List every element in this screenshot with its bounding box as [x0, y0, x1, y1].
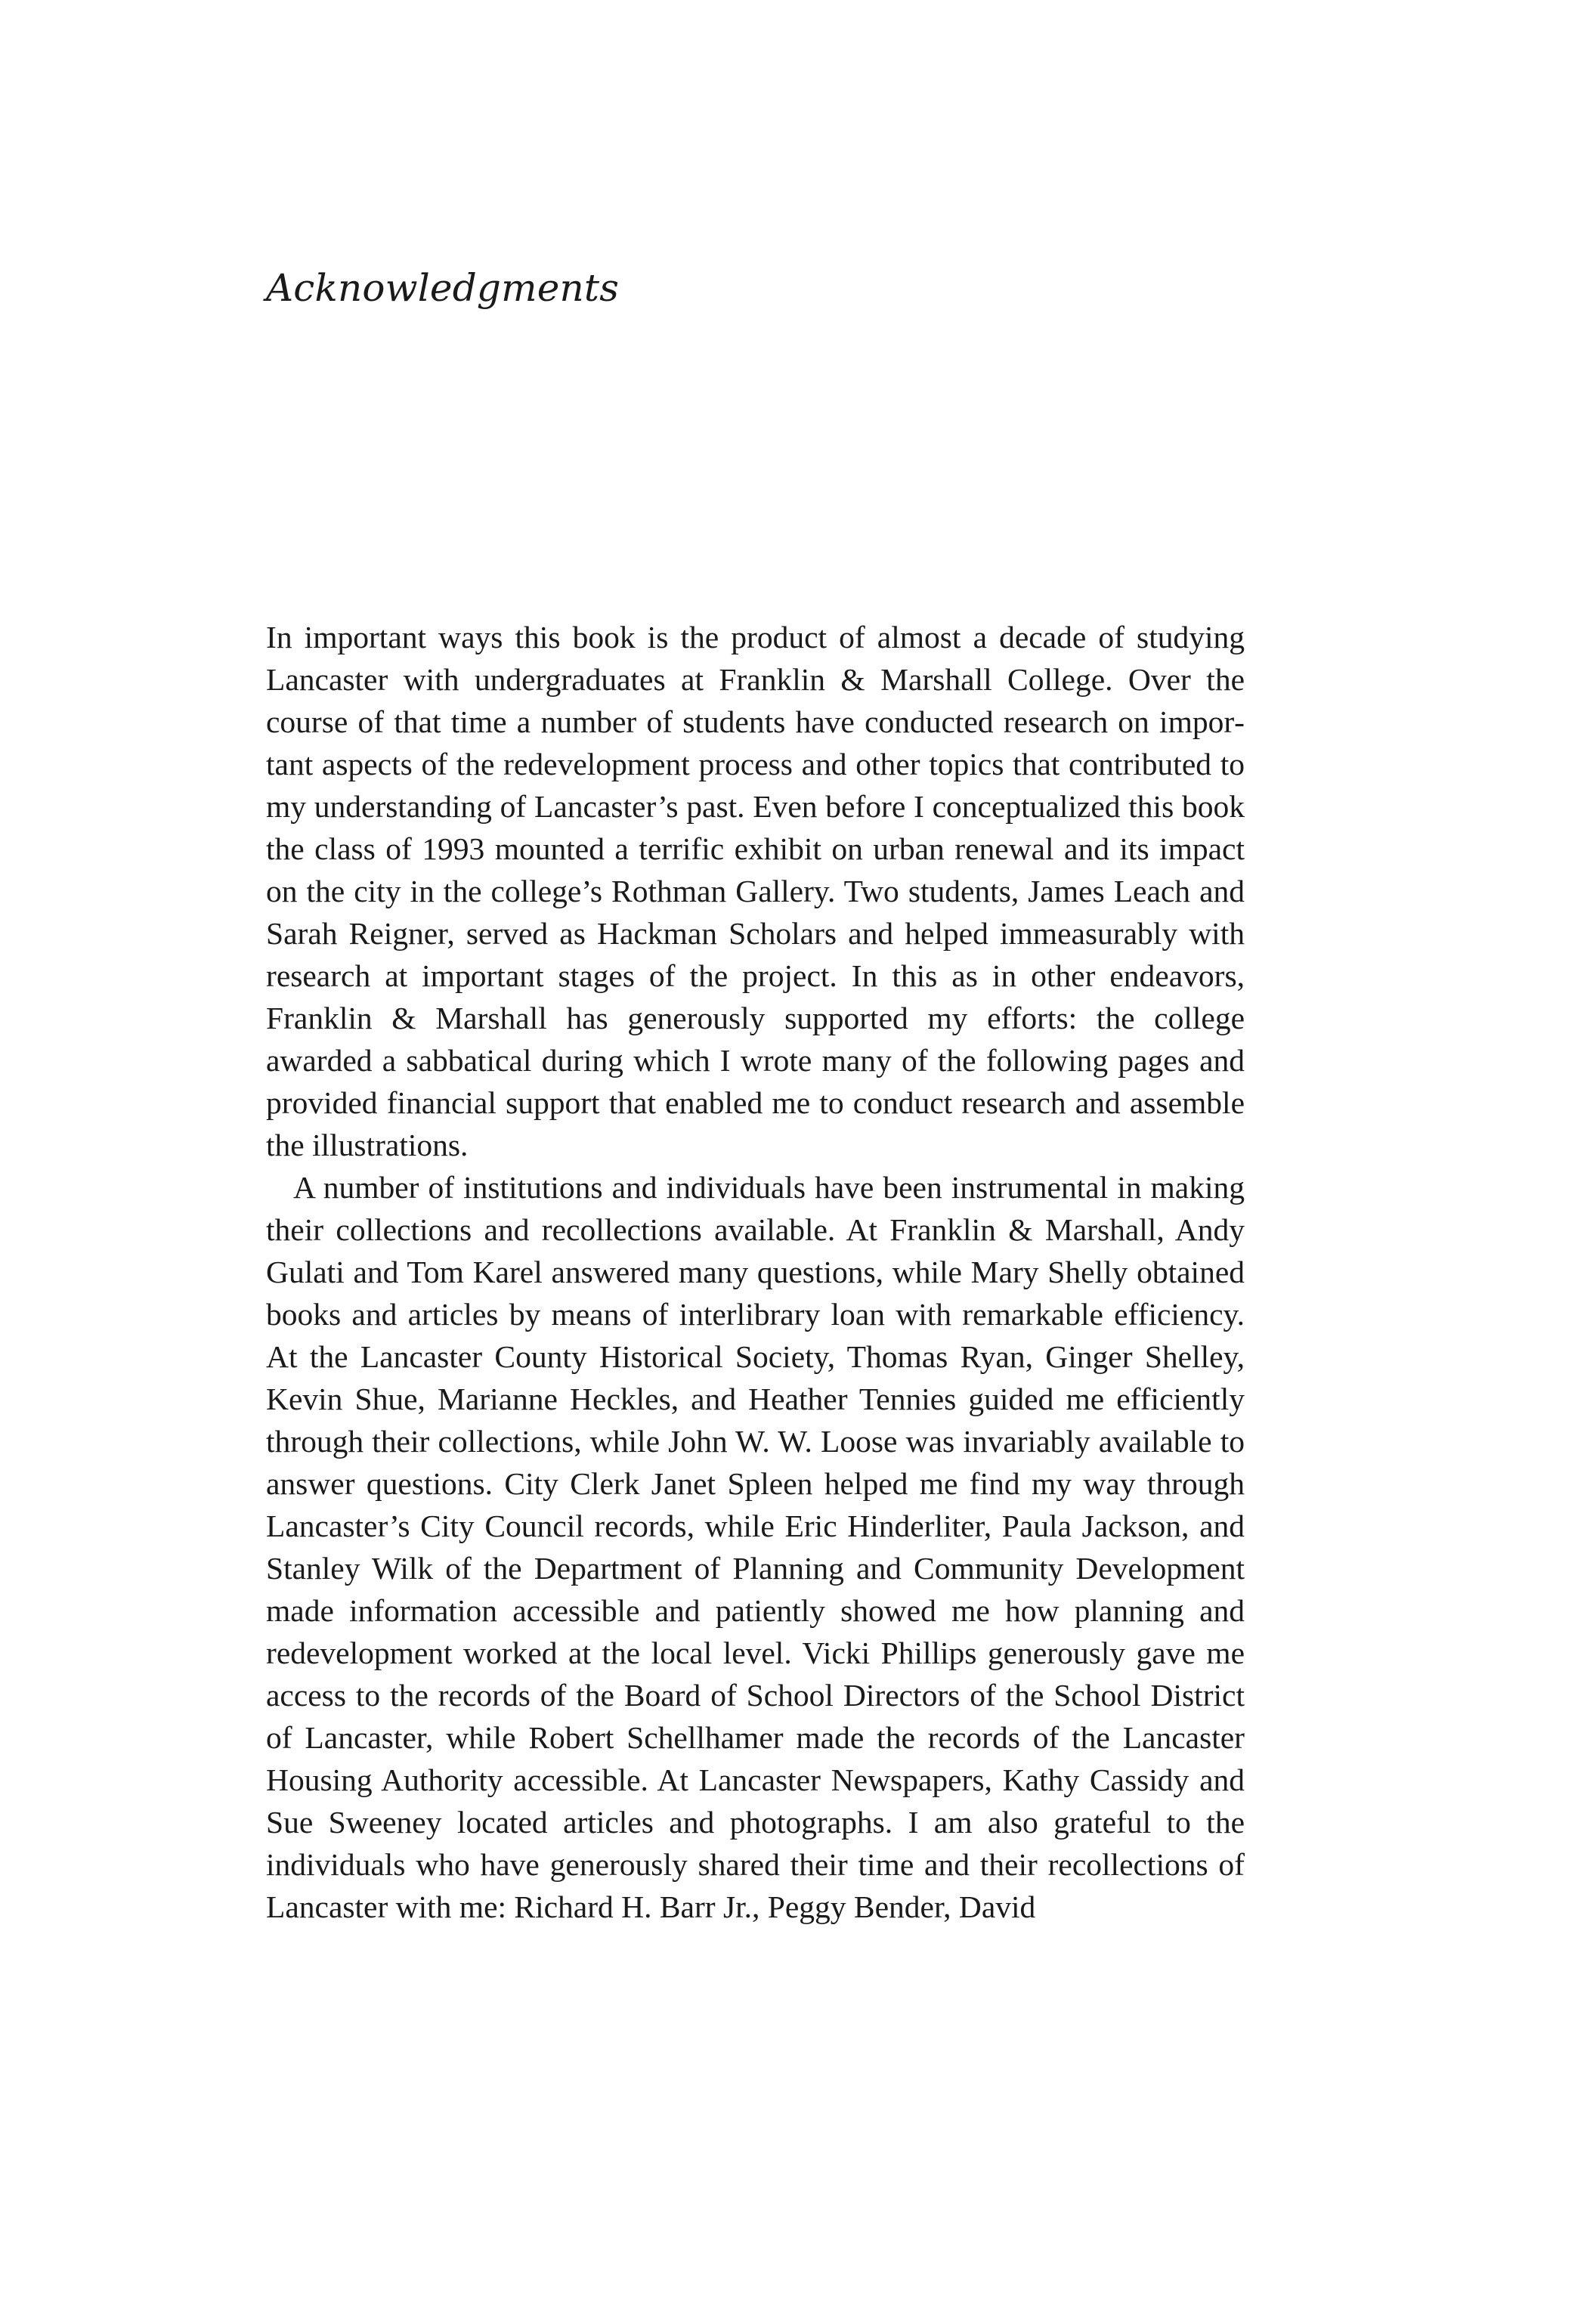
body-text — [266, 616, 1245, 1928]
paragraph-2: A number of institutions and individuals have been instrumental in making their collections and recollections available. At Franklin & Marshall, Andy Gulati and Tom Karel answered many questions, while Mary Shelly obtained books and articles by means of interlibrary loan with remarkable efficiency. At the Lancaster County Historical Society, Thomas Ryan, Ginger Shelley, Kevin Shue, Marianne Heckles, and Heather Tennies guided me efficiently through their collections, while John W. W. Loose was invariably available to answer questions. City Clerk Janet Spleen helped me find my way through Lancaster’s City Council records, while Eric Hinderliter, Paula Jackson, and Stanley Wilk of the Department of Planning and Community Development made information accessible and patiently showed me how planning and redevelopment worked at the local level. Vicki Phillips generously gave me access to the records of the Board of School Directors of the School District of Lancaster, while Robert Schellhamer made the records of the Lancaster Housing Authority accessible. At Lancaster Newspapers, Kathy Cassidy and Sue Sweeney located articles and photographs. I am also grateful to the individuals who have generously shared their time and their recollections of Lancaster with me: Richard H. Barr Jr., Peggy Bender, David — [266, 1170, 1245, 1924]
paragraph-1: In important ways this book is the product of almost a decade of studying Lancaster with undergraduates at Franklin & Marshall College. Over the course of that time a number of students have conducted research on important aspects of the redevelopment process and other topics that contributed to my understanding of Lancaster’s past. Even before I conceptualized this book the class of 1993 mounted a terrific exhibit on urban renewal and its impact on the city in the college’s Rothman Gallery. Two students, James Leach and Sarah Reigner, served as Hackman Scholars and helped immeasurably with research at important stages of the project. In this as in other endeavors, Franklin & Marshall has generously supported my efforts: the college awarded a sabbatical during which I wrote many of the following pages and provided financial support that enabled me to conduct research and assemble the illustrations. — [266, 620, 1245, 1162]
chapter-title: Acknowledgments — [266, 266, 620, 310]
